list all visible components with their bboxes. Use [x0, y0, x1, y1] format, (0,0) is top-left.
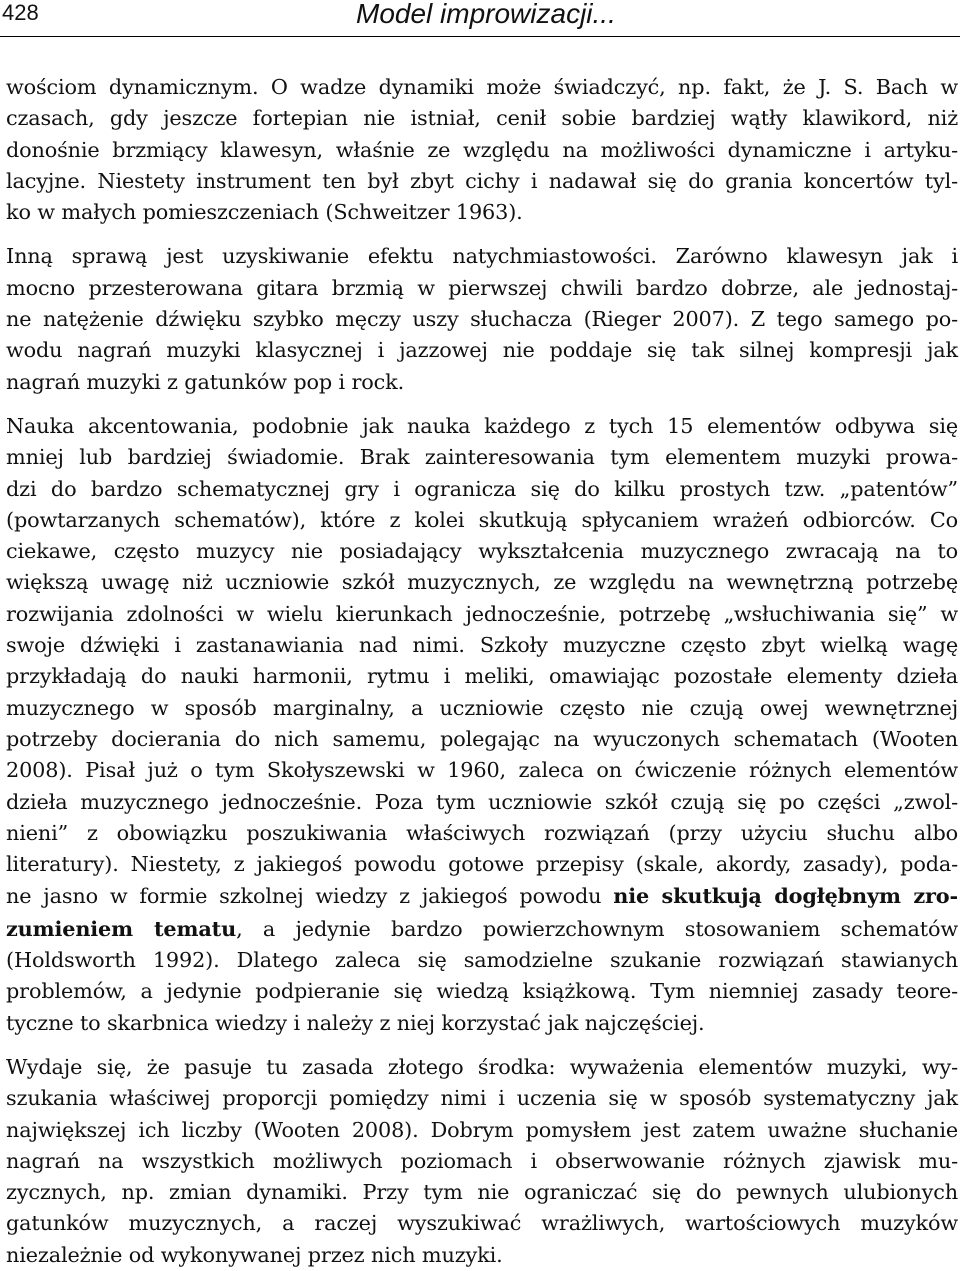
- text-run: ne jasno w formie szkolnej wiedzy z jakiegoś powodu: [6, 884, 614, 909]
- text-line: donośnie brzmiący klawesyn, właśnie ze względu na możliwości dynamiczne i artyku-: [6, 137, 958, 162]
- bold-emphasis: nie skutkują dogłębnym zro-: [613, 883, 958, 909]
- text-line: czasach, gdy jeszcze fortepian nie istniał, cenił sobie bardziej wątły klawikord, niż: [6, 106, 958, 131]
- text-line: nagrań muzyki z gatunków pop i rock.: [6, 369, 405, 394]
- text-line: ko w małych pomieszczeniach (Schweitzer 1963).: [6, 200, 523, 225]
- text-line: zycznych, np. zmian dynamiki. Przy tym nie ograniczać się do pewnych ulubionych: [6, 1180, 958, 1205]
- page-number: 428: [2, 0, 39, 25]
- text-line: wościom dynamicznym. O wadze dynamiki może świadczyć, np. fakt, że J. S. Bach w: [6, 75, 958, 99]
- text-line: (Holdsworth 1992). Dlatego zaleca się samodzielne szukanie rozwiązań stawianych: [6, 948, 958, 973]
- page-header: [0, 0, 960, 40]
- text-line: Nauka akcentowania, podobnie jak nauka każdego z tych 15 elementów odbywa się: [6, 413, 958, 438]
- text-line: rozwijania zdolności w wielu kierunkach jednocześnie, potrzebę „wsłuchiwania się” w: [6, 601, 958, 626]
- text-run: , a jedynie bardzo powierzchownym stosowaniem schematów: [236, 916, 958, 941]
- text-line: ciekawe, często muzycy nie posiadający wykształcenia muzycznego zwracają na to: [6, 539, 958, 564]
- bold-emphasis: zumieniem tematu: [6, 915, 237, 941]
- text-line: dzi do bardzo schematycznej gry i ogranicza się do kilku prostych tzw. „patentów”: [6, 476, 958, 501]
- text-line: wodu nagrań muzyki klasycznej i jazzowej nie poddaje się tak silnej kompresji jak: [6, 338, 958, 363]
- paragraph-3: [6, 411, 958, 1039]
- paragraph-1: [6, 72, 958, 228]
- text-line: gatunków muzycznych, a raczej wyszukiwać wrażliwych, wartościowych muzyków: [6, 1211, 958, 1236]
- text-line: ne natężenie dźwięku szybko męczy uszy słuchacza (Rieger 2007). Z tego samego po-: [6, 307, 958, 332]
- text-line: Inną sprawą jest uzyskiwanie efektu natychmiastowości. Zarówno klawesyn jak i: [6, 244, 958, 269]
- text-line: tyczne to skarbnica wiedzy i należy z niej korzystać jak najczęściej.: [6, 1010, 705, 1035]
- text-line: lacyjne. Niestety instrument ten był zbyt cichy i nadawał się do grania koncertów tyl-: [6, 168, 958, 193]
- body-text: [6, 72, 958, 1271]
- text-line: dzieła muzycznego jednocześnie. Poza tym uczniowie szkół czują się po części „zwol-: [6, 789, 958, 814]
- text-line: nieni” z obowiązku poszukiwania właściwych rozwiązań (przy użyciu słuchu albo: [6, 820, 958, 845]
- paragraph-4: [6, 1052, 958, 1271]
- text-line: największej ich liczby (Wooten 2008). Dobrym pomysłem jest zatem uważne słuchanie: [6, 1117, 958, 1142]
- text-line: szukania właściwej proporcji pomiędzy nimi i uczenia się w sposób systematyczny jak: [6, 1086, 958, 1111]
- header-rule: [0, 36, 960, 37]
- text-line: nagrań na wszystkich możliwych poziomach i obserwowanie różnych zjawisk mu-: [6, 1148, 958, 1173]
- running-title: Model improwizacji...: [356, 0, 616, 29]
- text-line: literatury). Niestety, z jakiegoś powodu gotowe przepisy (skale, akordy, zasady), poda-: [6, 852, 958, 877]
- text-line: 2008). Pisał już o tym Skołyszewski w 1960, zaleca on ćwiczenie różnych elementów: [6, 758, 958, 783]
- text-line: mocno przesterowana gitara brzmią w pierwszej chwili bardzo dobrze, ale jednostaj-: [6, 275, 958, 300]
- text-line-with-bold: [6, 913, 958, 945]
- text-line: potrzeby docierania do nich samemu, polegając na wyuczonych schematach (Wooten: [6, 726, 958, 751]
- text-line: większą uwagę niż uczniowie szkół muzycznych, ze względu na wewnętrzną potrzebę: [6, 570, 958, 595]
- text-line: Wydaje się, że pasuje tu zasada złotego środka: wyważenia elementów muzyki, wy-: [6, 1054, 958, 1079]
- text-line: muzycznego w sposób marginalny, a uczniowie często nie czują owej wewnętrznej: [6, 695, 958, 720]
- text-line: przykładają do nauki harmonii, rytmu i meliki, omawiając pozostałe elementy dzieła: [6, 664, 958, 689]
- paragraph-2: [6, 241, 958, 397]
- text-line-with-bold: [6, 880, 958, 912]
- text-line: problemów, a jedynie podpieranie się wiedzą książkową. Tym niemniej zasady teore-: [6, 979, 958, 1004]
- text-line: (powtarzanych schematów), które z kolei skutkują spłycaniem wrażeń odbiorców. Co: [6, 507, 958, 532]
- text-line: mniej lub bardziej świadomie. Brak zainteresowania tym elementem muzyki prowa-: [6, 445, 958, 470]
- text-line: swoje dźwięki i zastanawiania nad nimi. Szkoły muzyczne często zbyt wielką wagę: [6, 633, 958, 658]
- text-line: niezależnie od wykonywanej przez nich muzyki.: [6, 1242, 503, 1267]
